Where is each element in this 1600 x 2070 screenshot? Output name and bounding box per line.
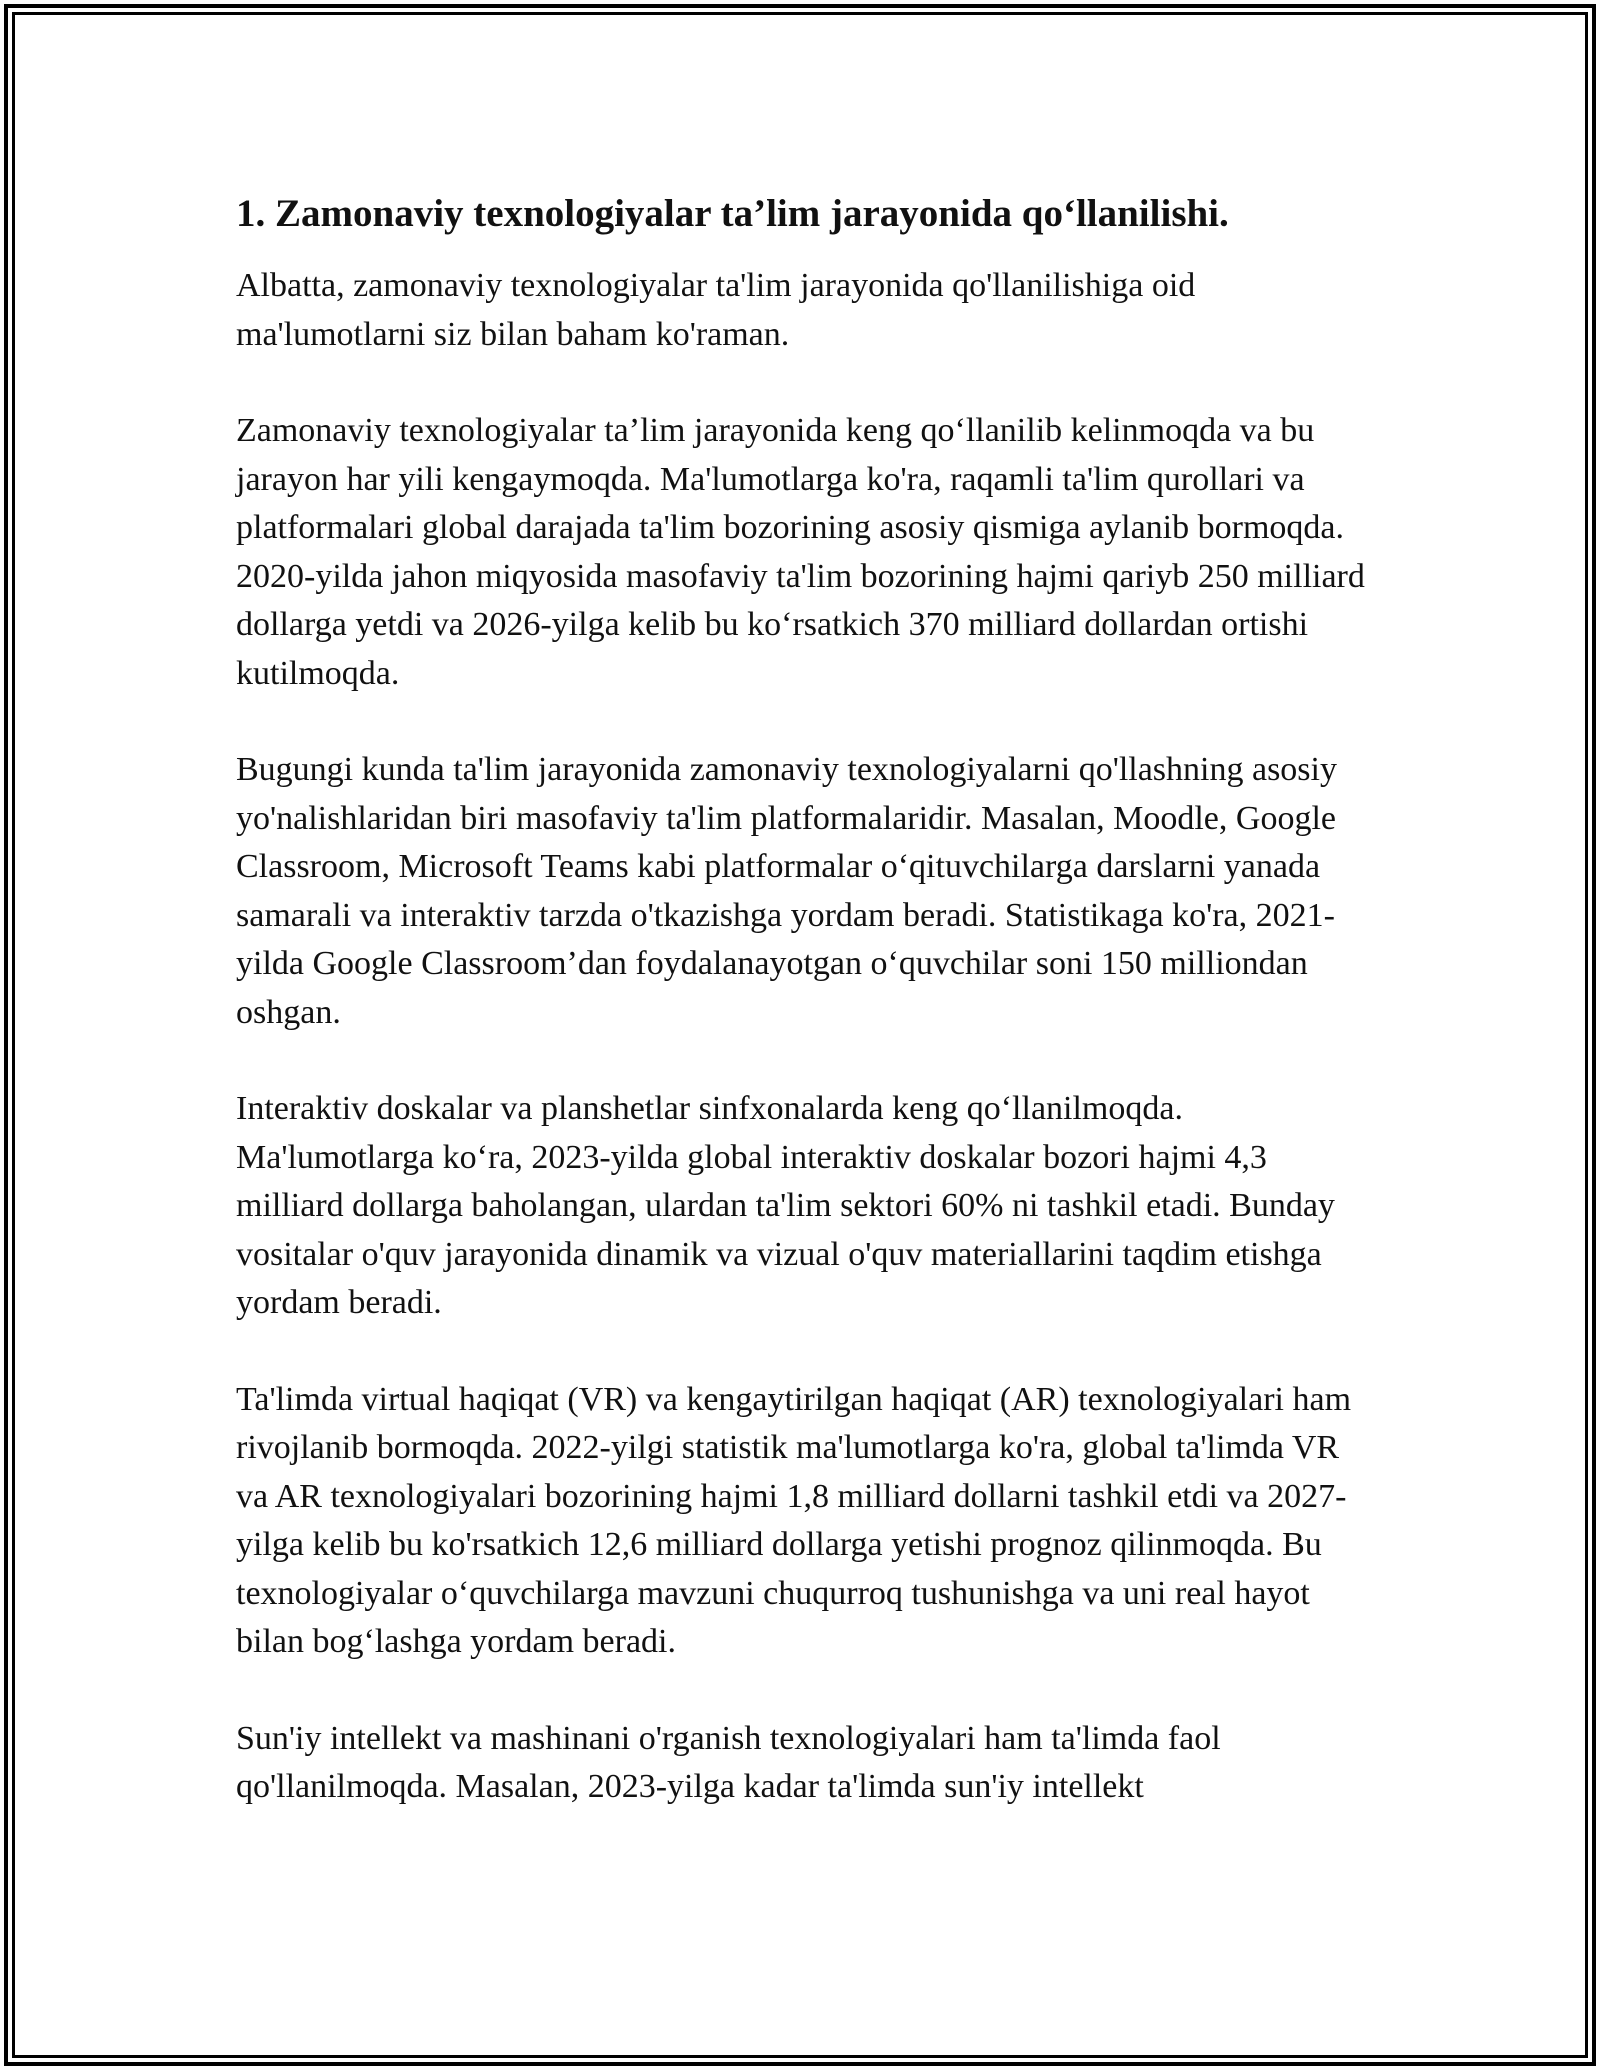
paragraph-ai: Sun'iy intellekt va mashinani o'rganish texnologiyalari ham ta'limda faol qo'llanilmoqda. Masalan, 2023-yilga kadar ta'limda sun'iy intellekt <box>236 1719 1221 1805</box>
paragraph-intro: Albatta, zamonaviy texnologiyalar ta'lim jarayonida qo'llanilishiga oid ma'lumotlarni siz bilan baham ko'raman. <box>236 267 1196 353</box>
paragraph-distance-platforms: Bugungi kunda ta'lim jarayonida zamonaviy texnologiyalarni qo'llashning asosiy yo'nalishlaridan biri masofaviy ta'lim platformalaridir. Masalan, Moodle, Google Classroom, Microsoft Teams kabi platformalar o‘qituvchilarga darslarni yanada samarali va interaktiv tarzda o'tkazishga yordam beradi. Statistikaga ko'ra, 2021-yilda Google Classroom’dan foydalanayotgan o‘quvchilar soni 150 milliondan oshgan. <box>236 751 1337 1031</box>
document-body <box>236 188 1366 1860</box>
paragraph-interactive-boards: Interaktiv doskalar va planshetlar sinfxonalarda keng qo‘llanilmoqda. Ma'lumotlarga ko‘ra, 2023-yilda global interaktiv doskalar bozori hajmi 4,3 milliard dollarga baholangan, ulardan ta'lim sektori 60% ni tashkil etadi. Bunday vositalar o'quv jarayonida dinamik va vizual o'quv materiallarini taqdim etishga yordam beradi. <box>236 1090 1335 1321</box>
section-heading: 1. Zamonaviy texnologiyalar ta’lim jarayonida qo‘llanilishi. <box>236 192 1229 235</box>
paragraph-vr-ar: Ta'limda virtual haqiqat (VR) va kengaytirilgan haqiqat (AR) texnologiyalari ham rivojlanib bormoqda. 2022-yilgi statistik ma'lumotlarga ko'ra, global ta'limda VR va AR texnologiyalari bozorining hajmi 1,8 milliard dollarni tashkil etdi va 2027-yilga kelib bu ko'rsatkich 12,6 milliard dollarga yetishi prognoz qilinmoqda. Bu texnologiyalar o‘quvchilarga mavzuni chuqurroq tushunishga va uni real hayot bilan bog‘lashga yordam beradi. <box>236 1380 1352 1660</box>
paragraph-market-growth: Zamonaviy texnologiyalar ta’lim jarayonida keng qo‘llanilib kelinmoqda va bu jarayon har yili kengaymoqda. Ma'lumotlarga ko'ra, raqamli ta'lim qurollari va platformalari global darajada ta'lim bozorining asosiy qismiga aylanib bormoqda. 2020-yilda jahon miqyosida masofaviy ta'lim bozorining hajmi qariyb 250 milliard dollarga yetdi va 2026-yilga kelib bu ko‘rsatkich 370 milliard dollardan ortishi kutilmoqda. <box>236 412 1365 692</box>
